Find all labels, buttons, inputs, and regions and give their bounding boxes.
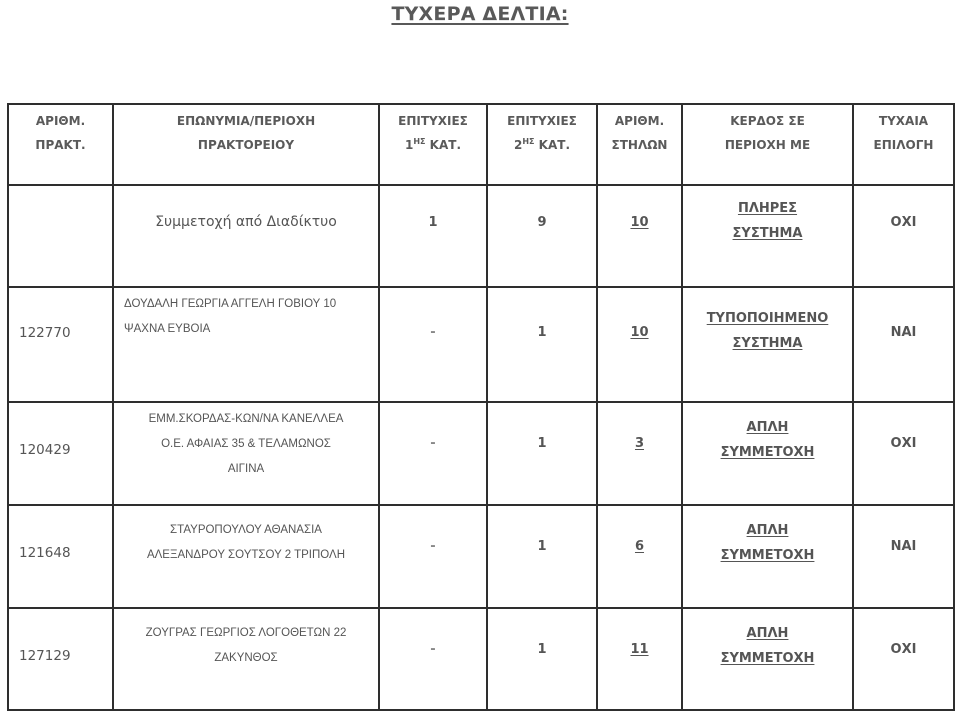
header-columns: [597, 104, 682, 185]
cell-win-type: [682, 608, 853, 710]
cell-columns: [597, 185, 682, 287]
cell-wins-cat2: [487, 287, 597, 402]
cell-win-type: [682, 505, 853, 608]
cell-random-pick: [853, 287, 954, 402]
cell-random-pick: [853, 505, 954, 608]
cell-columns: [597, 505, 682, 608]
cell-random-pick: [853, 185, 954, 287]
cell-win-type: [682, 402, 853, 505]
agent-number: 121648: [19, 545, 71, 561]
cell-agent-number: [8, 185, 113, 287]
cell-win-type: [682, 287, 853, 402]
cell-agent-number: [8, 287, 113, 402]
cell-columns: [597, 287, 682, 402]
cell-agent-name: [113, 185, 379, 287]
cell-wins-cat1: [379, 608, 487, 710]
table-row: [8, 608, 954, 710]
cell-agent-number: [8, 608, 113, 710]
columns-link[interactable]: 11: [630, 642, 649, 657]
agent-number: [9, 186, 112, 215]
cell-random-pick: [853, 402, 954, 505]
wins-cat1: -: [430, 642, 436, 657]
header-wins-cat2: [487, 104, 597, 185]
table-row: [8, 287, 954, 402]
agent-name-line: ΨΑΧΝΑ ΕΥΒΟΙΑ: [124, 323, 211, 335]
cell-agent-number: [8, 505, 113, 608]
header-superscript: ΗΣ: [413, 137, 426, 146]
agent-name-line: Συμμετοχή από Διαδίκτυο: [155, 214, 337, 230]
page-title: [0, 3, 960, 25]
header-line: ΚΕΡΔΟΣ ΣΕ: [730, 114, 805, 128]
agent-name-line: ΔΟΥΔΑΛΗ ΓΕΩΡΓΙΑ ΑΓΓΕΛΗ ΓΟΒΙΟΥ 10: [124, 298, 337, 310]
random-pick: ΟΧΙ: [890, 215, 917, 230]
header-wins-cat1: [379, 104, 487, 185]
wins-cat2: 1: [537, 642, 547, 657]
win-type-link[interactable]: ΣΥΜΜΕΤΟΧΗ: [720, 651, 815, 666]
win-type-link[interactable]: ΣΥΣΤΗΜΑ: [732, 226, 803, 241]
header-superscript: ΗΣ: [522, 137, 535, 146]
header-agent-number: [8, 104, 113, 185]
cell-agent-name: [113, 608, 379, 710]
header-line: ΕΠΩΝΥΜΙΑ/ΠΕΡΙΟΧΗ: [176, 114, 316, 128]
table-row: [8, 505, 954, 608]
wins-cat1: -: [430, 539, 436, 554]
cell-agent-number: [8, 402, 113, 505]
agent-number: 122770: [19, 325, 71, 341]
header-line: [488, 133, 596, 157]
cell-random-pick: [853, 608, 954, 710]
cell-wins-cat1: [379, 505, 487, 608]
header-win-type: [682, 104, 853, 185]
cell-wins-cat2: [487, 185, 597, 287]
winning-tickets-table: [7, 103, 955, 711]
cell-agent-name: [113, 505, 379, 608]
win-type-link[interactable]: ΣΥΜΜΕΤΟΧΗ: [720, 548, 815, 563]
agent-name-line: ΑΙΓΙΝΑ: [227, 463, 265, 475]
cell-wins-cat1: [379, 287, 487, 402]
wins-cat2: 1: [537, 539, 547, 554]
table-row: [8, 402, 954, 505]
wins-cat2: 1: [537, 436, 547, 451]
header-line: ΕΠΙΤΥΧΙΕΣ: [507, 114, 577, 128]
win-type-link[interactable]: ΑΠΛΗ: [746, 626, 789, 641]
header-line: ΕΠΙΛΟΓΗ: [873, 138, 934, 152]
cell-wins-cat2: [487, 402, 597, 505]
columns-link[interactable]: 10: [630, 325, 649, 340]
random-pick: ΝΑΙ: [890, 539, 917, 554]
cell-agent-name: [113, 402, 379, 505]
random-pick: ΟΧΙ: [890, 436, 917, 451]
header-line: ΣΤΗΛΩΝ: [611, 138, 668, 152]
cell-columns: [597, 402, 682, 505]
page-title-text: ΤΥΧΕΡΑ ΔΕΛΤΙΑ:: [391, 3, 569, 25]
agent-name-line: ΕΜΜ.ΣΚΟΡΔΑΣ-ΚΩΝ/ΝΑ ΚΑΝΕΛΛΕΑ: [148, 413, 344, 425]
win-type-link[interactable]: ΤΥΠΟΠΟΙΗΜΕΝΟ: [706, 311, 829, 326]
cell-wins-cat2: [487, 608, 597, 710]
win-type-link[interactable]: ΣΥΜΜΕΤΟΧΗ: [720, 445, 815, 460]
header-line: ΠΡΑΚΤ.: [35, 138, 86, 152]
header-line-prefix: 2: [513, 138, 523, 152]
agent-name-line: ΑΛΕΞΑΝΔΡΟΥ ΣΟΥΤΣΟΥ 2 ΤΡΙΠΟΛΗ: [146, 549, 346, 561]
cell-agent-name: [113, 287, 379, 402]
agent-name-line: Ο.Ε. ΑΦΑΙΑΣ 35 & ΤΕΛΑΜΩΝΟΣ: [161, 438, 331, 450]
columns-link[interactable]: 10: [630, 215, 649, 230]
win-type-link[interactable]: ΑΠΛΗ: [746, 523, 789, 538]
cell-win-type: [682, 185, 853, 287]
header-line-suffix: ΚΑΤ.: [534, 138, 571, 152]
header-random-pick: [853, 104, 954, 185]
header-line: ΑΡΙΘΜ.: [614, 114, 665, 128]
cell-columns: [597, 608, 682, 710]
header-line-suffix: ΚΑΤ.: [425, 138, 462, 152]
table-row: [8, 185, 954, 287]
random-pick: ΝΑΙ: [890, 325, 917, 340]
header-line: ΠΕΡΙΟΧΗ ΜΕ: [724, 138, 811, 152]
agent-name-line: ΣΤΑΥΡΟΠΟΥΛΟΥ ΑΘΑΝΑΣΙΑ: [170, 524, 322, 536]
columns-link[interactable]: 6: [634, 539, 645, 554]
header-line: ΤΥΧΑΙΑ: [878, 114, 929, 128]
agent-number: 127129: [19, 648, 71, 664]
win-type-link[interactable]: ΑΠΛΗ: [746, 420, 789, 435]
wins-cat1: -: [430, 325, 436, 340]
header-line: ΑΡΙΘΜ.: [35, 114, 86, 128]
columns-link[interactable]: 3: [634, 436, 645, 451]
cell-wins-cat2: [487, 505, 597, 608]
header-line: ΕΠΙΤΥΧΙΕΣ: [398, 114, 468, 128]
wins-cat1: -: [430, 436, 436, 451]
cell-wins-cat1: [379, 402, 487, 505]
win-type-link[interactable]: ΠΛΗΡΕΣ: [737, 201, 798, 216]
agent-name-line: ΖΑΚΥΝΘΟΣ: [214, 652, 278, 664]
header-line-prefix: 1: [404, 138, 414, 152]
wins-cat2: 1: [537, 325, 547, 340]
agent-name-line: ΖΟΥΓΡΑΣ ΓΕΩΡΓΙΟΣ ΛΟΓΟΘΕΤΩΝ 22: [145, 627, 347, 639]
table-header-row: [8, 104, 954, 185]
wins-cat2: 9: [537, 215, 547, 230]
random-pick: ΟΧΙ: [890, 642, 917, 657]
header-agent-name: [113, 104, 379, 185]
header-line: ΠΡΑΚΤΟΡΕΙΟΥ: [197, 138, 295, 152]
wins-cat1: 1: [428, 215, 438, 230]
win-type-link[interactable]: ΣΥΣΤΗΜΑ: [732, 336, 803, 351]
cell-wins-cat1: [379, 185, 487, 287]
agent-number: 120429: [19, 442, 71, 458]
header-line: [380, 133, 486, 157]
